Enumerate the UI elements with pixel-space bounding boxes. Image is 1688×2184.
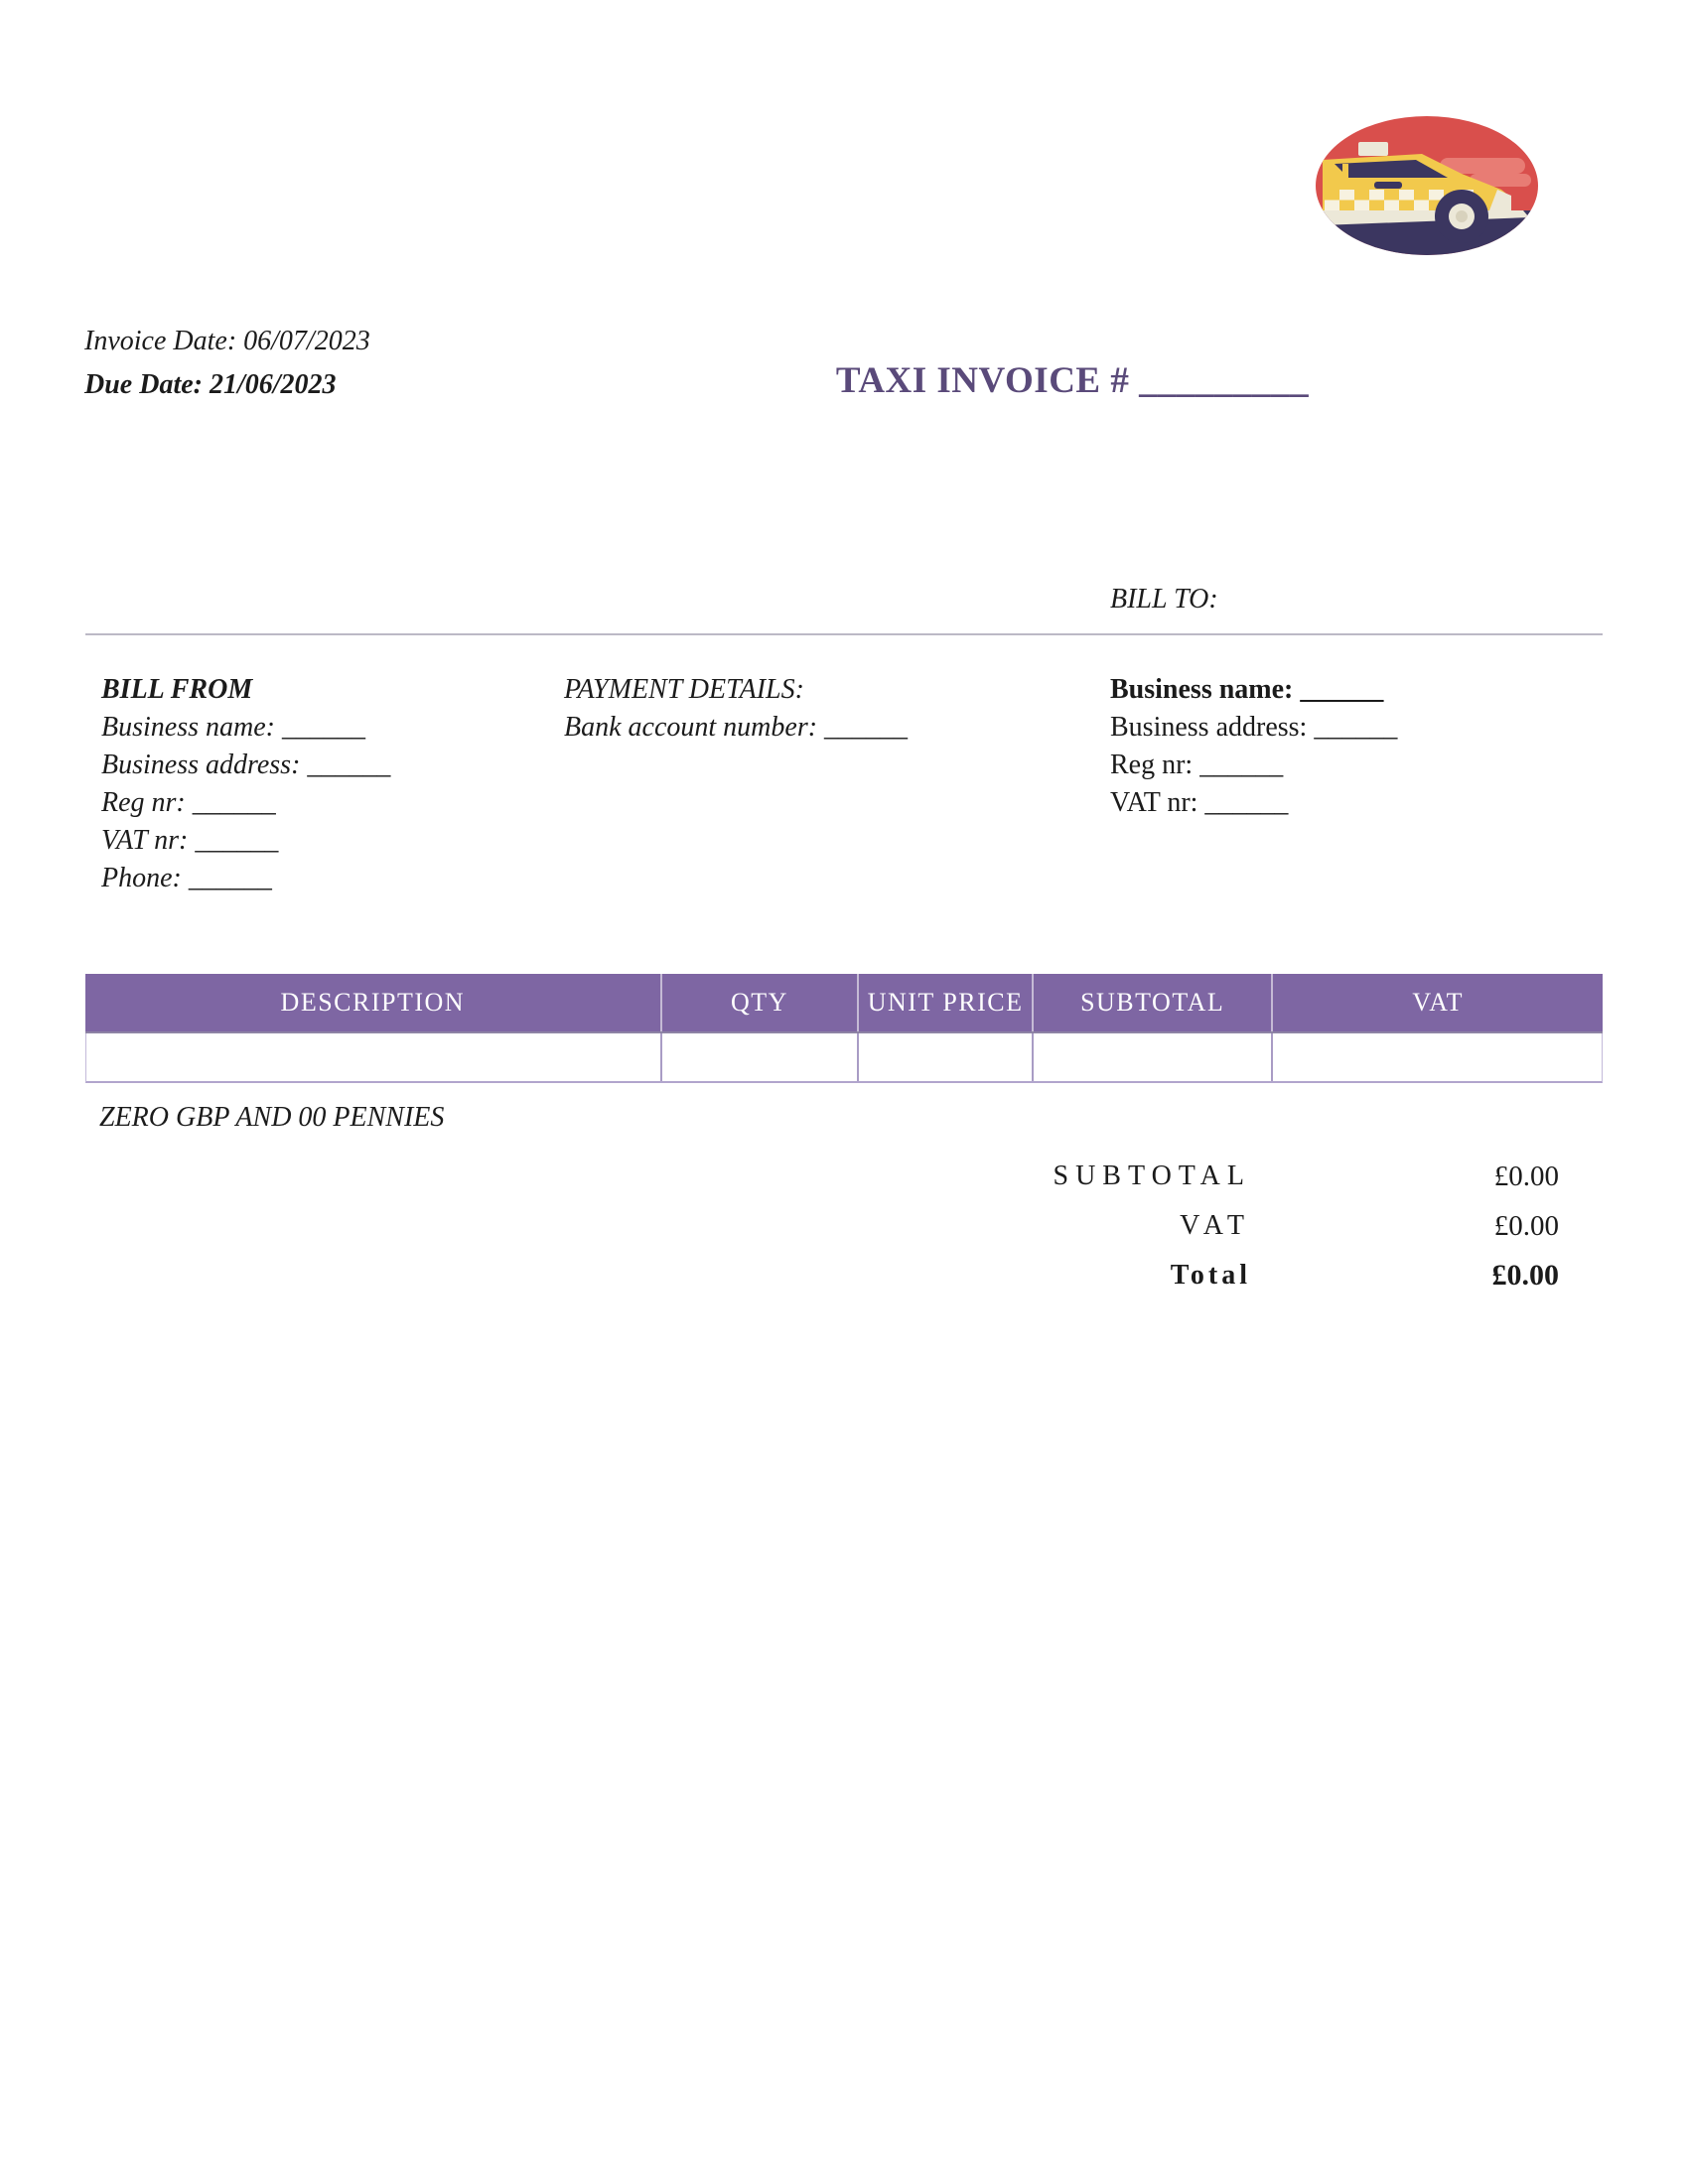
items-table-header — [85, 974, 1603, 1033]
col-vat: VAT — [1412, 988, 1465, 1017]
vat-value: £0.00 — [1493, 1209, 1559, 1242]
col-subtotal: SUBTOTAL — [1034, 974, 1273, 1031]
payment-details-block — [564, 671, 1021, 747]
cell-vat — [1273, 1033, 1602, 1081]
cell-qty — [662, 1033, 859, 1081]
bill-to-business-name: Business name: ______ — [1110, 674, 1384, 705]
payment-details-heading: PAYMENT DETAILS: — [564, 674, 804, 705]
bill-to-vat-nr: VAT nr: ______ — [1110, 787, 1289, 818]
horizontal-rule — [85, 633, 1603, 635]
col-unit-price: UNIT PRICE — [859, 974, 1034, 1031]
total-value: £0.00 — [1491, 1259, 1559, 1292]
col-qty: QTY — [662, 974, 860, 1031]
subtotal-value: £0.00 — [1493, 1160, 1559, 1192]
vat-label: VAT — [1180, 1210, 1251, 1241]
items-table — [85, 974, 1603, 1083]
due-date: Due Date: 21/06/2023 — [84, 369, 337, 400]
bill-from-heading: BILL FROM — [101, 674, 253, 705]
total-label: Total — [1170, 1260, 1251, 1291]
bill-from-business-address: Business address: ______ — [101, 750, 391, 780]
table-row — [85, 1033, 1603, 1083]
totals-block — [894, 1152, 1559, 1300]
bill-to-reg-nr: Reg nr: ______ — [1110, 750, 1284, 780]
bill-to-label: BILL TO: — [1110, 584, 1218, 614]
cell-description — [86, 1033, 662, 1081]
bill-from-reg-nr: Reg nr: ______ — [101, 787, 276, 818]
subtotal-label: SUBTOTAL — [1053, 1160, 1251, 1191]
cell-subtotal — [1034, 1033, 1273, 1081]
invoice-date: Invoice Date: 06/07/2023 — [84, 326, 370, 356]
total-row — [894, 1251, 1559, 1300]
cell-unit-price — [859, 1033, 1033, 1081]
bill-to-block — [1110, 671, 1577, 822]
bill-from-business-name: Business name: ______ — [101, 712, 365, 743]
bill-from-phone: Phone: ______ — [101, 863, 272, 893]
col-description: DESCRIPTION — [85, 974, 662, 1031]
bill-from-block — [101, 671, 528, 897]
page-title: TAXI INVOICE # _________ — [835, 360, 1310, 401]
vat-row — [894, 1201, 1559, 1251]
bill-to-business-address: Business address: ______ — [1110, 712, 1398, 743]
subtotal-row — [894, 1152, 1559, 1201]
bank-account-number: Bank account number: ______ — [564, 712, 909, 743]
taxi-logo-icon — [1313, 114, 1541, 258]
amount-in-words: ZERO GBP AND 00 PENNIES — [99, 1102, 445, 1133]
bill-from-vat-nr: VAT nr: ______ — [101, 825, 279, 856]
